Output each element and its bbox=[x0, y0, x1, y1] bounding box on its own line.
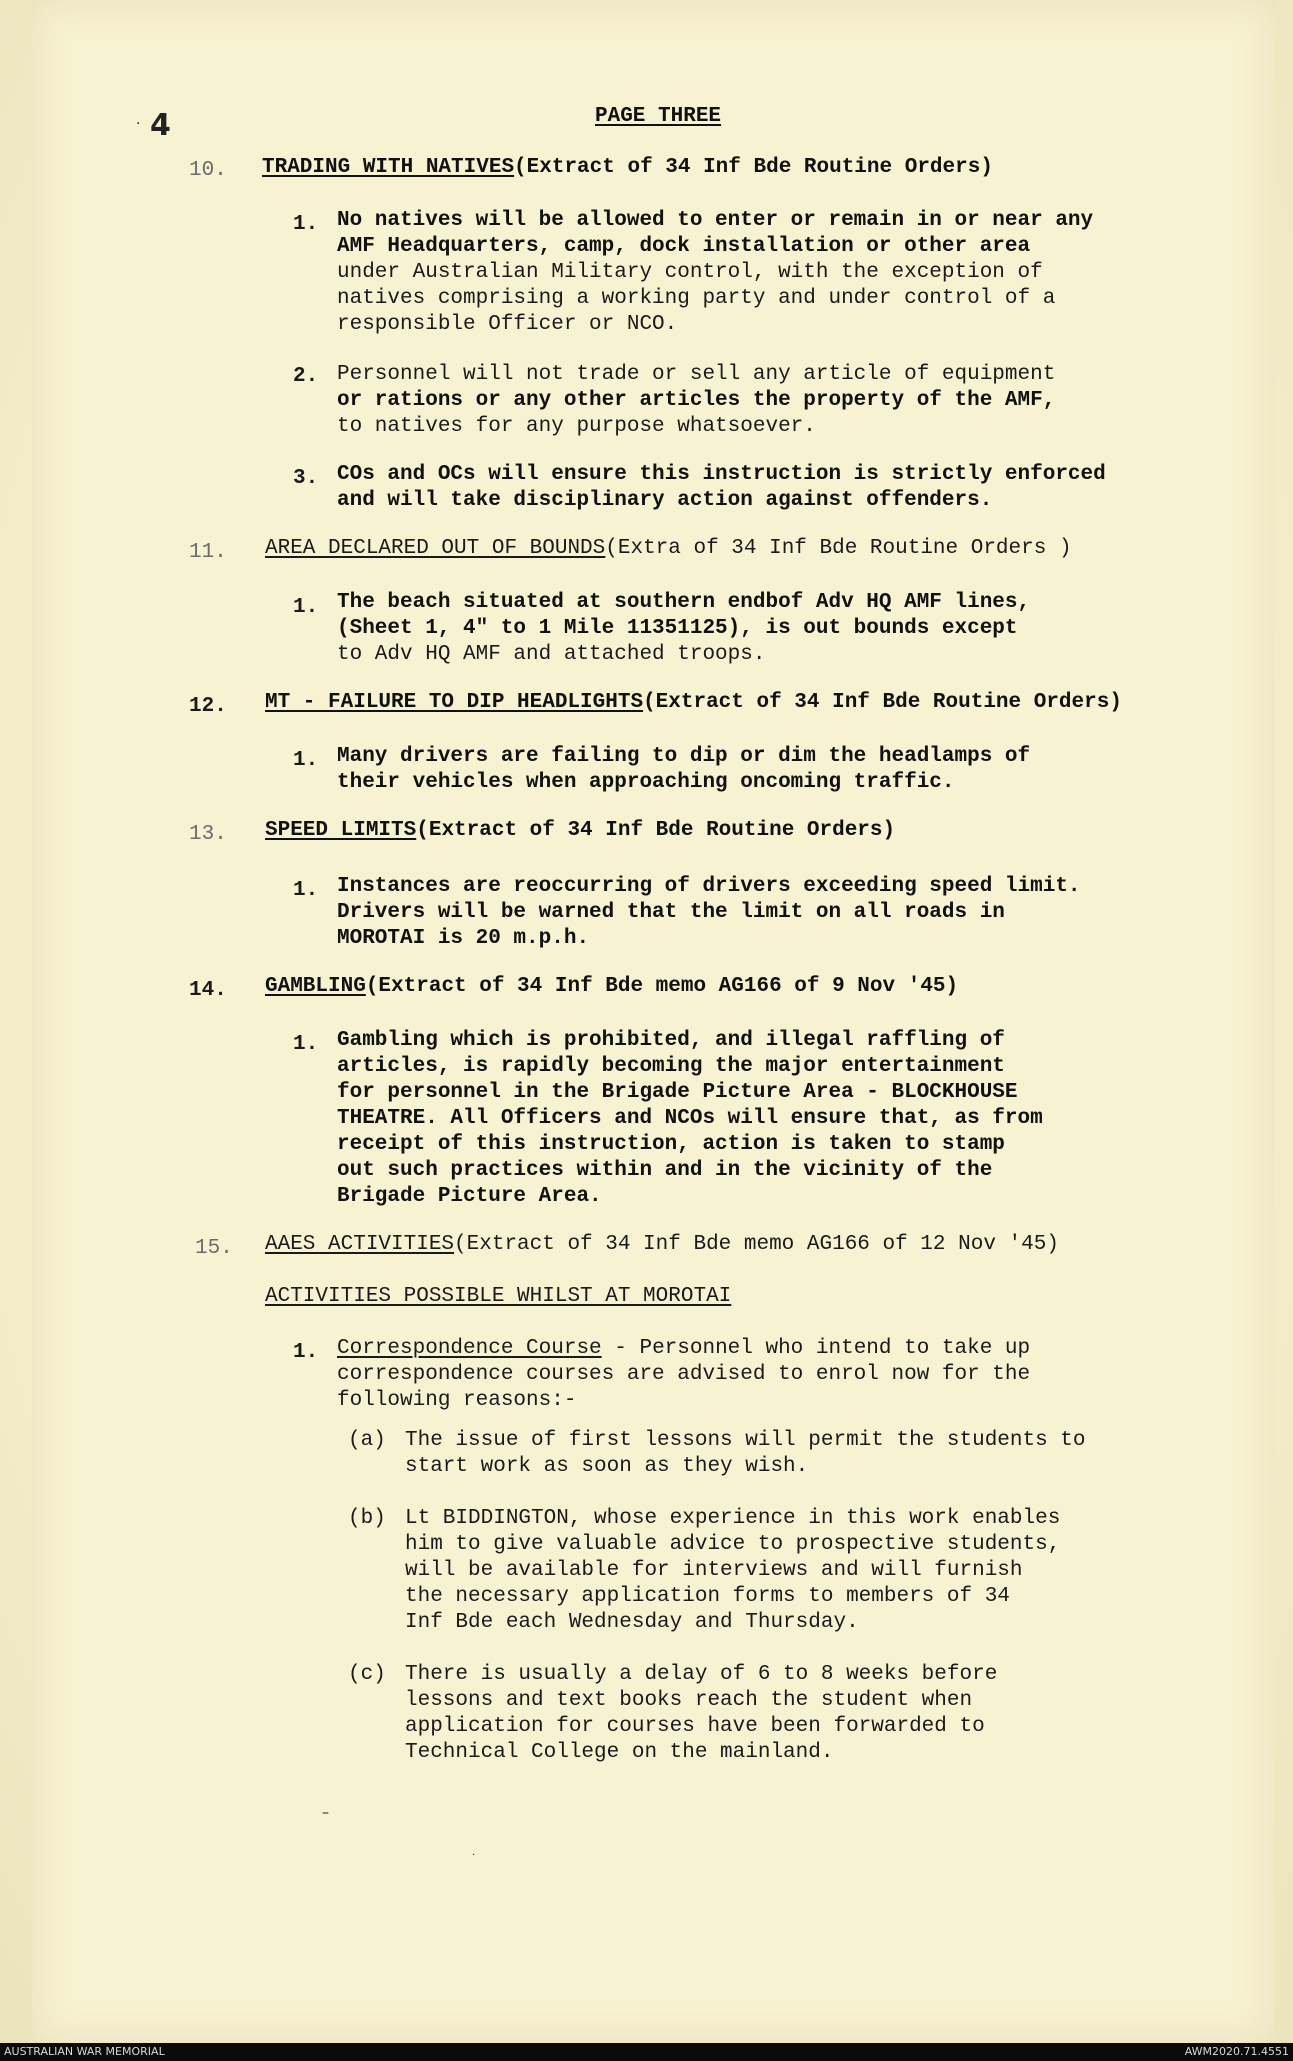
section-10-number: 10. bbox=[189, 159, 227, 182]
footer-caption-left: AUSTRALIAN WAR MEMORIAL bbox=[4, 2045, 165, 2058]
s15-sub-b-line-4: the necessary application forms to members of 34 bbox=[405, 1585, 1010, 1608]
s15-sub-c-line-2: lessons and text books reach the student when bbox=[405, 1689, 973, 1712]
s14-item-1-line-6: out such practices within and in the vicinity of the bbox=[337, 1159, 993, 1182]
s14-item-1-line-2: articles, is rapidly becoming the major entertainment bbox=[337, 1055, 1005, 1078]
section-12-title bbox=[265, 690, 1122, 716]
s15-sub-b-line-3: will be available for interviews and will furnish bbox=[405, 1559, 1023, 1582]
s11-item-1-number: 1. bbox=[293, 596, 319, 619]
s15-sub-a-number: (a) bbox=[348, 1429, 386, 1452]
section-10-ref: (Extract of 34 Inf Bde Routine Orders) bbox=[514, 156, 993, 179]
section-11-heading: AREA DECLARED OUT OF BOUNDS bbox=[265, 537, 606, 560]
s12-item-1-number: 1. bbox=[293, 749, 319, 772]
s15-item-1-number: 1. bbox=[293, 1341, 319, 1364]
s14-item-1-line-4: THEATRE. All Officers and NCOs will ensure that, as from bbox=[337, 1107, 1043, 1130]
s11-item-1-line-3: to Adv HQ AMF and attached troops. bbox=[337, 643, 766, 666]
s10-item-3-line-1: COs and OCs will ensure this instruction is strictly enforced bbox=[337, 463, 1106, 486]
s15-sub-c-number: (c) bbox=[348, 1663, 386, 1686]
s10-item-1-number: 1. bbox=[293, 213, 319, 236]
section-12-number: 12. bbox=[189, 695, 227, 718]
s13-item-1-line-1: Instances are reoccurring of drivers exceeding speed limit. bbox=[337, 875, 1081, 898]
section-15-ref: (Extract of 34 Inf Bde memo AG166 of 12 Nov '45) bbox=[454, 1233, 1059, 1256]
section-14-heading: GAMBLING bbox=[265, 975, 366, 998]
section-10-heading: TRADING WITH NATIVES bbox=[262, 156, 515, 179]
s13-item-1-line-2: Drivers will be warned that the limit on all roads in bbox=[337, 901, 1005, 924]
s10-item-2-line-3: to natives for any purpose whatsoever. bbox=[337, 415, 816, 438]
s12-item-1-line-2: their vehicles when approaching oncoming traffic. bbox=[337, 771, 955, 794]
section-13-ref: (Extract of 34 Inf Bde Routine Orders) bbox=[416, 819, 896, 842]
s10-item-2-line-1: Personnel will not trade or sell any article of equipment bbox=[337, 363, 1056, 386]
s10-item-1-line-5: responsible Officer or NCO. bbox=[337, 313, 678, 336]
section-14-number: 14. bbox=[189, 979, 227, 1002]
section-13-title bbox=[265, 818, 895, 844]
s10-item-1-line-1: No natives will be allowed to enter or remain in or near any bbox=[337, 209, 1094, 232]
s15-sub-c-line-4: Technical College on the mainland. bbox=[405, 1741, 834, 1764]
section-14-title bbox=[265, 974, 958, 1000]
section-11-title bbox=[265, 536, 1072, 562]
section-11-number: 11. bbox=[189, 541, 227, 564]
s11-item-1-line-1: The beach situated at southern endbof Adv HQ AMF lines, bbox=[337, 591, 1031, 614]
s15-item-1-line-1 bbox=[337, 1336, 1030, 1362]
s15-sub-b-line-2: him to give valuable advice to prospective students, bbox=[405, 1533, 1061, 1556]
s10-item-2-line-2: or rations or any other articles the property of the AMF, bbox=[337, 389, 1056, 412]
s15-item-1-line-2: correspondence courses are advised to enrol now for the bbox=[337, 1363, 1031, 1386]
page-title: PAGE THREE bbox=[595, 105, 722, 128]
s14-item-1-line-1: Gambling which is prohibited, and illegal raffling of bbox=[337, 1029, 1005, 1052]
section-10-title bbox=[262, 155, 993, 181]
s15-item-1-title: Correspondence Course bbox=[337, 1337, 602, 1360]
section-12-heading: MT - FAILURE TO DIP HEADLIGHTS bbox=[265, 691, 644, 714]
s12-item-1-line-1: Many drivers are failing to dip or dim the headlamps of bbox=[337, 745, 1031, 768]
section-14-ref: (Extract of 34 Inf Bde memo AG166 of 9 Nov '45) bbox=[365, 975, 959, 998]
s14-item-1-number: 1. bbox=[293, 1033, 319, 1056]
s14-item-1-line-7: Brigade Picture Area. bbox=[337, 1185, 602, 1208]
s15-item-1-line-1-text: - Personnel who intend to take up bbox=[601, 1337, 1031, 1360]
section-12-ref: (Extract of 34 Inf Bde Routine Orders) bbox=[643, 691, 1122, 714]
s14-item-1-line-5: receipt of this instruction, action is taken to stamp bbox=[337, 1133, 1005, 1156]
s15-sub-b-line-5: Inf Bde each Wednesday and Thursday. bbox=[405, 1611, 859, 1634]
footer-caption-right: AWM2020.71.4551 bbox=[1184, 2045, 1289, 2058]
section-13-heading: SPEED LIMITS bbox=[265, 819, 417, 842]
section-11-ref: (Extra of 34 Inf Bde Routine Orders ) bbox=[605, 537, 1072, 560]
s10-item-1-line-2: AMF Headquarters, camp, dock installation or other area bbox=[337, 235, 1031, 258]
s10-item-1-line-4: natives comprising a working party and under control of a bbox=[337, 287, 1056, 310]
s14-item-1-line-3: for personnel in the Brigade Picture Area - BLOCKHOUSE bbox=[337, 1081, 1018, 1104]
s10-item-2-number: 2. bbox=[293, 365, 319, 388]
speck-mark: · bbox=[472, 1850, 476, 1861]
speck-mark: – bbox=[322, 1805, 329, 1821]
section-15-title bbox=[265, 1232, 1059, 1258]
s15-item-1-line-3: following reasons:- bbox=[337, 1389, 577, 1412]
s15-sub-b-line-1: Lt BIDDINGTON, whose experience in this work enables bbox=[405, 1507, 1061, 1530]
section-13-number: 13. bbox=[189, 823, 227, 846]
s15-sub-a-line-1: The issue of first lessons will permit the students to bbox=[405, 1429, 1086, 1452]
s10-item-1-line-3: under Australian Military control, with the exception of bbox=[337, 261, 1043, 284]
s15-sub-c-line-3: application for courses have been forwarded to bbox=[405, 1715, 985, 1738]
s13-item-1-number: 1. bbox=[293, 879, 319, 902]
s10-item-3-number: 3. bbox=[293, 467, 319, 490]
s11-item-1-line-2: (Sheet 1, 4" to 1 Mile 11351125), is out bounds except bbox=[337, 617, 1018, 640]
section-15-number: 15. bbox=[195, 1237, 233, 1260]
section-15-heading: AAES ACTIVITIES bbox=[265, 1233, 455, 1256]
s15-sub-a-line-2: start work as soon as they wish. bbox=[405, 1455, 809, 1478]
corner-dot: · bbox=[136, 116, 141, 132]
corner-mark: 4 bbox=[150, 108, 171, 143]
s15-sub-c-line-1: There is usually a delay of 6 to 8 weeks before bbox=[405, 1663, 998, 1686]
s13-item-1-line-3: MOROTAI is 20 m.p.h. bbox=[337, 927, 590, 950]
s15-sub-b-number: (b) bbox=[348, 1507, 386, 1530]
s10-item-3-line-2: and will take disciplinary action against offenders. bbox=[337, 489, 993, 512]
document-sheet bbox=[32, 0, 1275, 2043]
section-15-subheading: ACTIVITIES POSSIBLE WHILST AT MOROTAI bbox=[265, 1285, 732, 1308]
